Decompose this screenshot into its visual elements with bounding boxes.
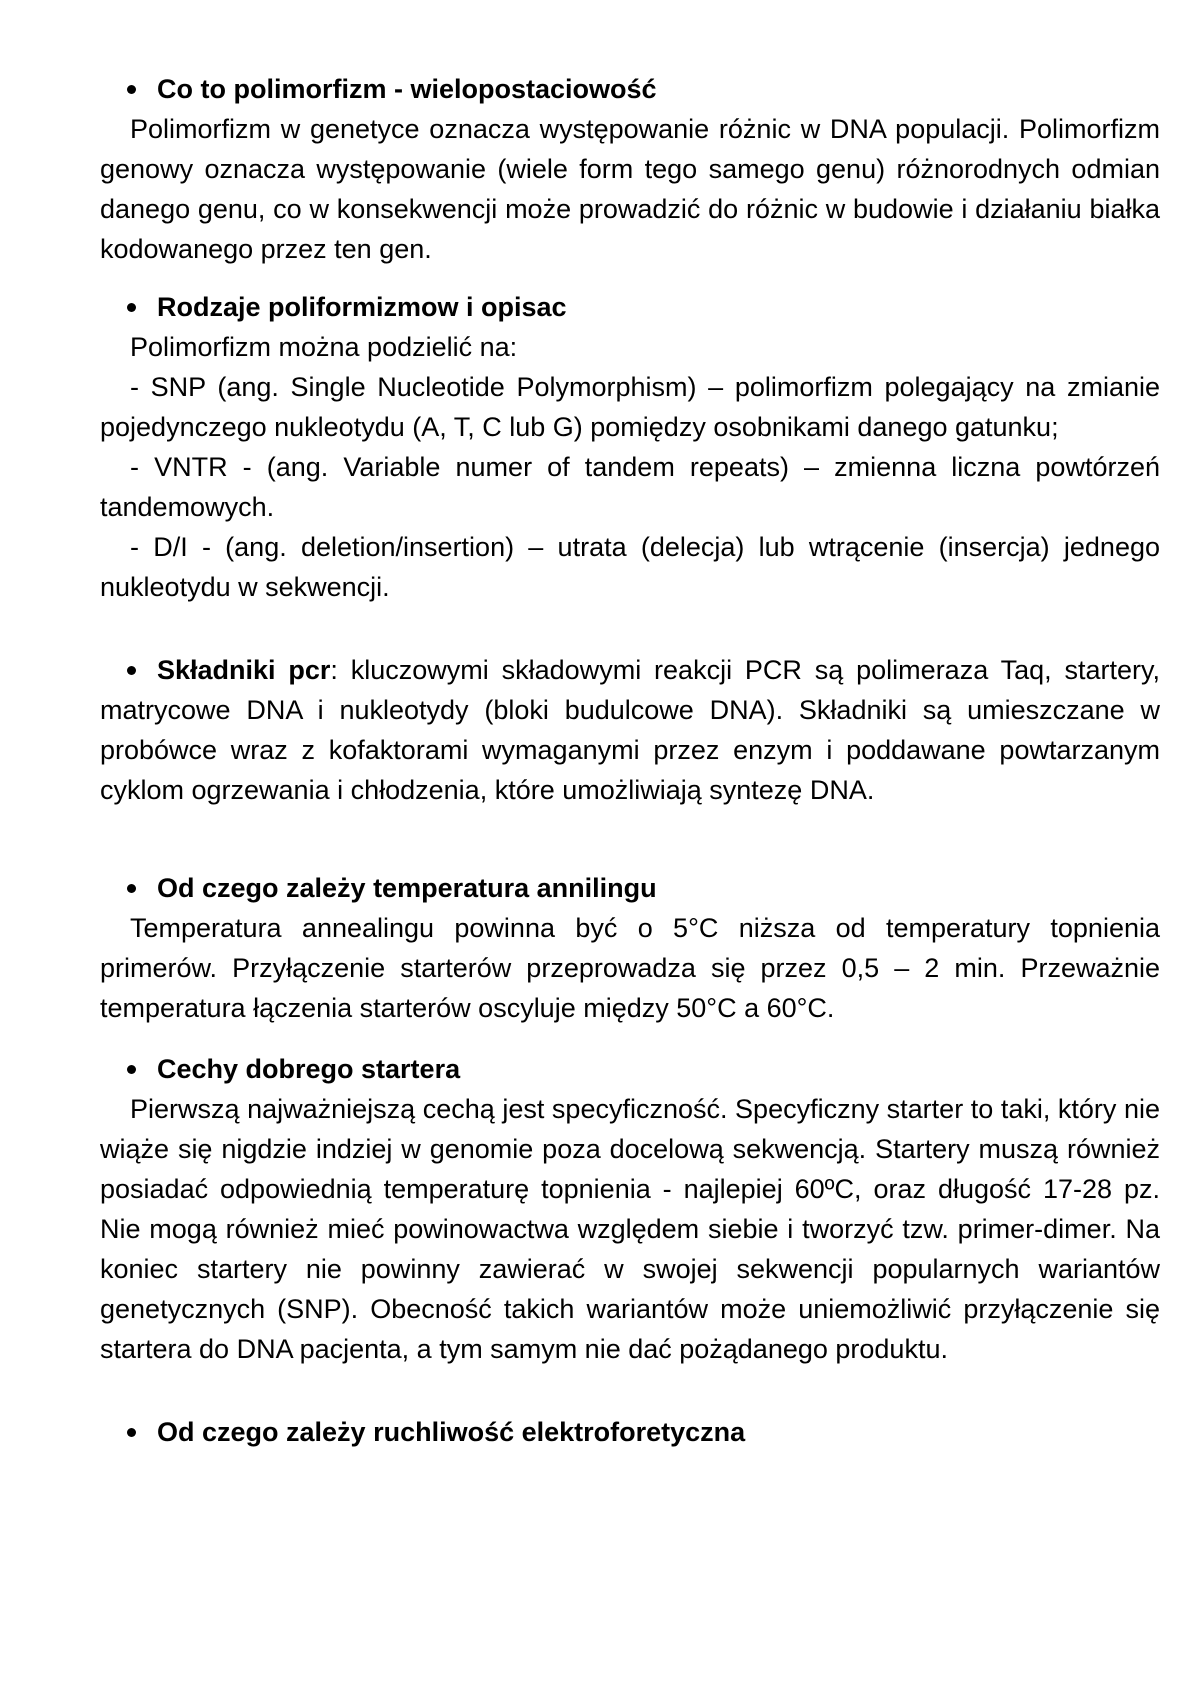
paragraph-text: : kluczowymi składowymi reakcji PCR są polimeraza Taq, startery, matrycowe DNA i nukleotydy (bloki budulcowe DNA). Składniki są umieszczane w probówce wraz z kofaktorami wymaganymi przez enzym i poddawane powtarzanym cyklom ogrzewania i chłodzenia, które umożliwiają syntezę DNA. bbox=[100, 655, 1160, 805]
heading-text: Od czego zależy temperatura annilingu bbox=[157, 873, 657, 903]
section-heading bbox=[100, 69, 1160, 109]
section-annealing-temperature bbox=[100, 868, 1160, 1028]
bullet-icon bbox=[127, 884, 136, 893]
section-heading bbox=[100, 868, 1160, 908]
section-heading bbox=[100, 1412, 1160, 1452]
heading-text: Cechy dobrego startera bbox=[157, 1054, 461, 1084]
bullet-icon bbox=[127, 1065, 136, 1074]
paragraph: Temperatura annealingu powinna być o 5°C niższa od temperatury topnienia primerów. Przyłączenie starterów przeprowadza się przez 0,5 – 2 min. Przeważnie temperatura łączenia starterów oscyluje między 50°C a 60°C. bbox=[100, 913, 1160, 1023]
heading-text: Rodzaje poliformizmow i opisac bbox=[157, 292, 567, 322]
heading-text: Składniki pcr bbox=[157, 655, 331, 685]
section-heading bbox=[100, 1049, 1160, 1089]
paragraph: Polimorfizm można podzielić na: bbox=[130, 332, 518, 362]
bullet-icon bbox=[127, 666, 136, 675]
section-electrophoretic-mobility bbox=[100, 1412, 1160, 1452]
paragraph: - D/I - (ang. deletion/insertion) – utrata (delecja) lub wtrącenie (insercja) jednego nukleotydu w sekwencji. bbox=[100, 532, 1160, 602]
paragraph: - SNP (ang. Single Nucleotide Polymorphism) – polimorfizm polegający na zmianie pojedynczego nukleotydu (A, T, C lub G) pomiędzy osobnikami danego gatunku; bbox=[100, 372, 1160, 442]
paragraph: - VNTR - (ang. Variable numer of tandem repeats) – zmienna liczna powtórzeń tandemowych. bbox=[100, 452, 1160, 522]
heading-text: Od czego zależy ruchliwość elektroforetyczna bbox=[157, 1417, 746, 1447]
heading-text: Co to polimorfizm - wielopostaciowość bbox=[157, 74, 657, 104]
section-pcr-components bbox=[100, 650, 1160, 810]
paragraph: Polimorfizm w genetyce oznacza występowanie różnic w DNA populacji. Polimorfizm genowy oznacza występowanie (wiele form tego samego genu) różnorodnych odmian danego genu, co w konsekwencji może prowadzić do różnic w budowie i działaniu białka kodowanego przez ten gen. bbox=[100, 114, 1160, 264]
section-good-primer bbox=[100, 1049, 1160, 1369]
section-polymorphism bbox=[100, 69, 1160, 269]
bullet-icon bbox=[127, 303, 136, 312]
paragraph: Pierwszą najważniejszą cechą jest specyficzność. Specyficzny starter to taki, który nie wiąże się nigdzie indziej w genomie poza docelową sekwencją. Startery muszą również posiadać odpowiednią temperaturę topnienia - najlepiej 60ºC, oraz długość 17-28 pz. Nie mogą również mieć powinowactwa względem siebie i tworzyć tzw. primer-dimer. Na koniec startery nie powinny zawierać w swojej sekwencji popularnych wariantów genetycznych (SNP). Obecność takich wariantów może uniemożliwić przyłączenie się startera do DNA pacjenta, a tym samym nie dać pożądanego produktu. bbox=[100, 1094, 1160, 1364]
section-polymorphism-types bbox=[100, 287, 1160, 607]
section-heading bbox=[100, 287, 1160, 327]
paragraph bbox=[100, 650, 1160, 810]
bullet-icon bbox=[127, 85, 136, 94]
bullet-icon bbox=[127, 1428, 136, 1437]
